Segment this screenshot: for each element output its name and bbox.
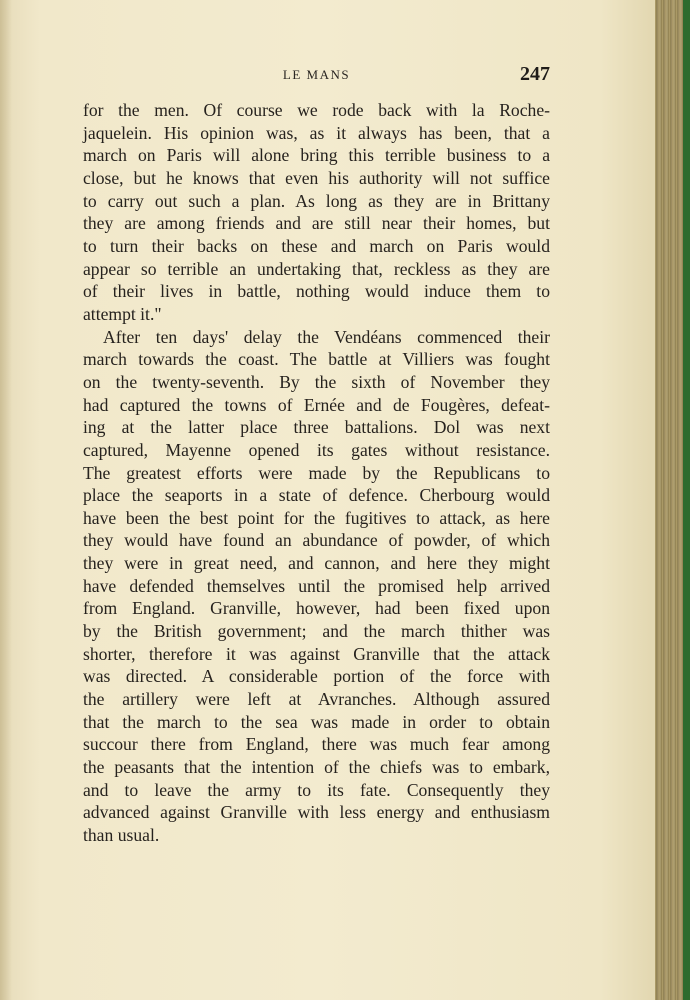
text-line: for the men. Of course we rode back with la Roche- — [83, 100, 550, 120]
text-line: the artillery were left at Avranches. Although assured — [83, 689, 550, 710]
text-line: place the seaports in a state of defence. Cherbourg would — [83, 485, 550, 506]
text-line: they are among friends and are still near their homes, but — [83, 213, 550, 234]
text-line: have defended themselves until the promised help arrived — [83, 575, 550, 596]
text-line: to turn their backs on these and march on Paris would — [83, 235, 550, 256]
text-line: After ten days' delay the Vendéans commenced their — [103, 326, 550, 347]
page-gutter-shadow — [0, 0, 12, 1000]
text-line: than usual. — [83, 825, 160, 845]
text-line: the peasants that the intention of the chiefs was to embark, — [83, 757, 550, 778]
running-title: LE MANS — [282, 67, 351, 82]
text-line: they were in great need, and cannon, and here they might — [83, 553, 550, 574]
text-line: ing at the latter place three battalions. Dol was next — [83, 417, 550, 438]
page-edge — [655, 0, 690, 1000]
text-line: march towards the coast. The battle at Villiers was fought — [83, 349, 550, 370]
text-line: march on Paris will alone bring this terrible business to a — [83, 145, 550, 166]
body-text — [83, 99, 550, 847]
text-line: on the twenty-seventh. By the sixth of November they — [83, 371, 550, 392]
text-line: captured, Mayenne opened its gates without resistance. — [83, 439, 550, 460]
text-line: to carry out such a plan. As long as they are in Brittany — [83, 190, 550, 211]
text-line: and to leave the army to its fate. Consequently they — [83, 779, 550, 800]
text-line: that the march to the sea was made in order to obtain — [83, 711, 550, 732]
text-line: they would have found an abundance of powder, of which — [83, 530, 550, 551]
text-line: succour there from England, there was much fear among — [83, 734, 550, 755]
text-line: have been the best point for the fugitives to attack, as here — [83, 507, 550, 528]
text-line: jaquelein. His opinion was, as it always has been, that a — [83, 122, 550, 143]
page-number: 247 — [520, 63, 550, 85]
text-line: had captured the towns of Ernée and de Fougères, defeat- — [83, 394, 550, 415]
text-line: advanced against Granville with less energy and enthusiasm — [83, 802, 550, 823]
text-line: by the British government; and the march thither was — [83, 621, 550, 642]
text-line: attempt it." — [83, 303, 162, 324]
text-line: close, but he knows that even his authority will not suffice — [83, 167, 550, 188]
text-line: from England. Granville, however, had been fixed upon — [83, 598, 550, 619]
text-line: shorter, therefore it was against Granville that the attack — [83, 643, 550, 664]
text-line: The greatest efforts were made by the Republicans to — [83, 462, 550, 483]
page-header — [83, 64, 550, 88]
text-line: appear so terrible an undertaking that, reckless as they are — [83, 258, 550, 279]
text-line: of their lives in battle, nothing would induce them to — [83, 281, 550, 302]
text-line: was directed. A considerable portion of the force with — [83, 666, 550, 687]
